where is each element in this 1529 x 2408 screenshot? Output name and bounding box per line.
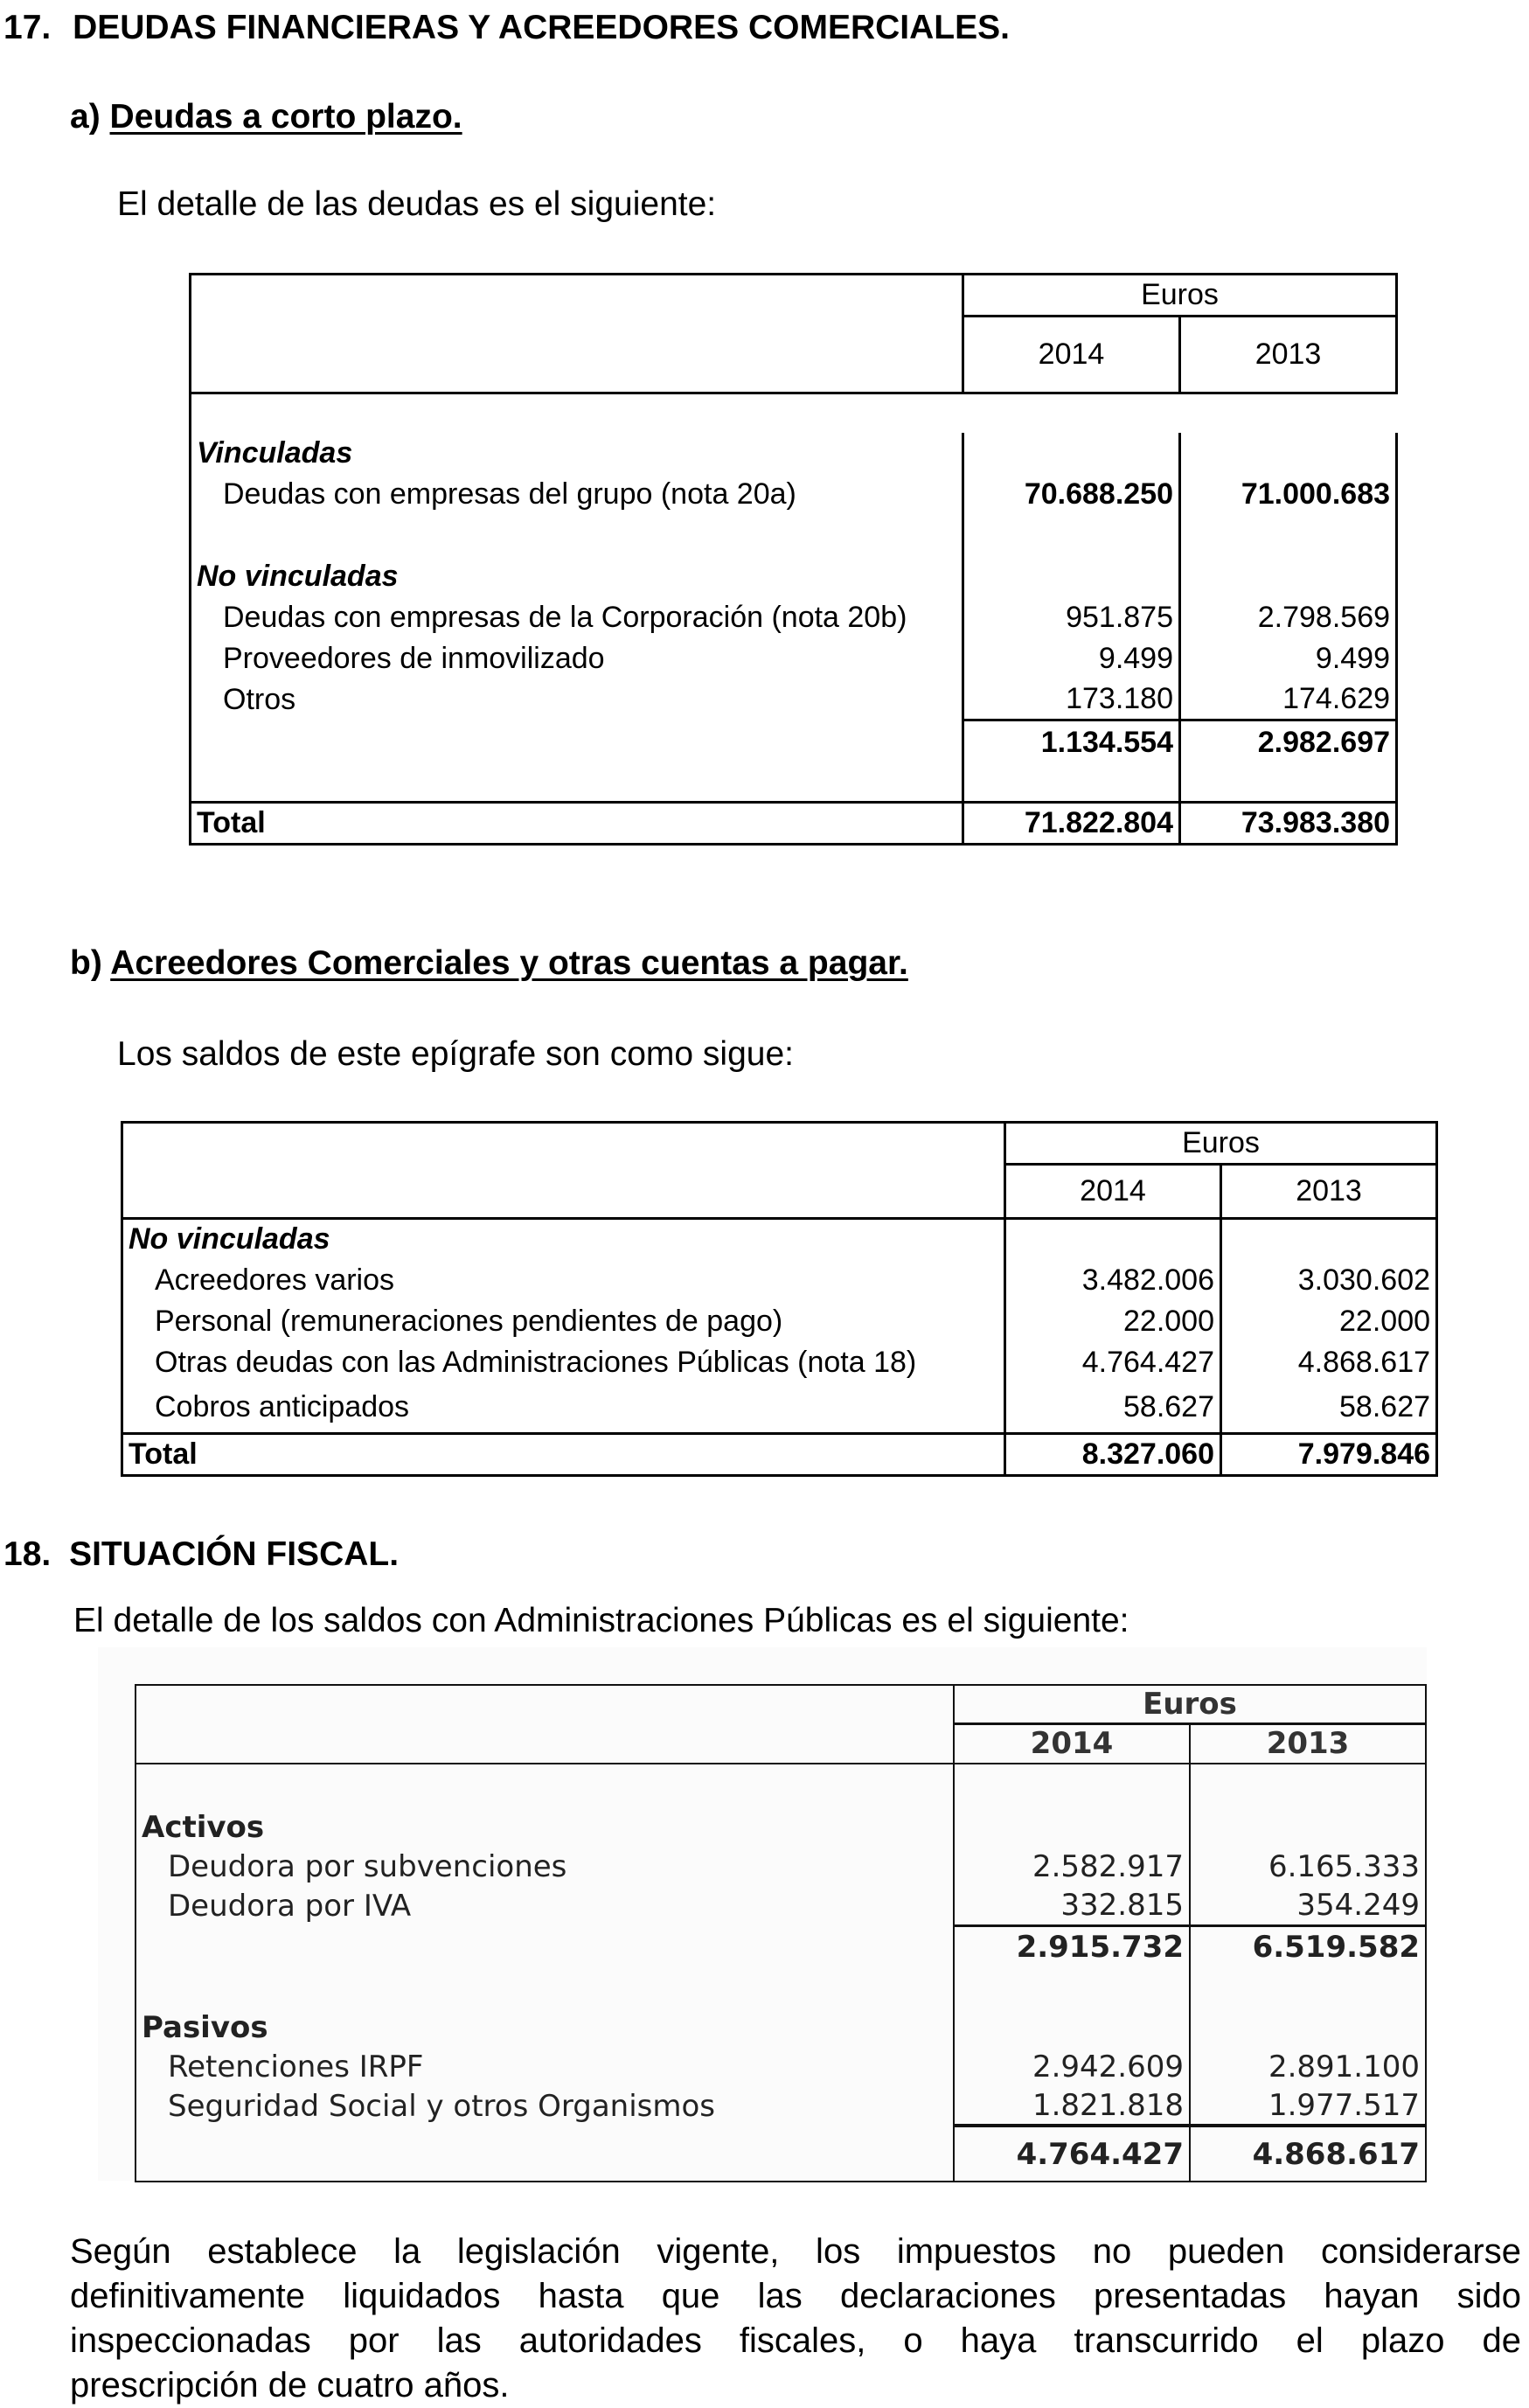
subtotal-blank — [136, 1925, 954, 1967]
subsection-a-heading — [70, 98, 462, 136]
value-2014: 173.180 — [963, 679, 1180, 720]
year-header-2013: 2013 — [1190, 1723, 1426, 1764]
subsection-a-title: Deudas a corto plazo. — [109, 98, 462, 136]
subtotal-blank — [191, 720, 963, 764]
subsection-a-intro: El detalle de las deudas es el siguiente: — [117, 185, 717, 223]
currency-header: Euros — [963, 275, 1397, 317]
subtotal-2013: 4.868.617 — [1190, 2126, 1426, 2182]
row-label: Personal (remuneraciones pendientes de pago) — [122, 1301, 1005, 1342]
group-label-activos: Activos — [136, 1807, 954, 1847]
section-17-number: 17. — [3, 9, 52, 46]
value-2013: 2.891.100 — [1190, 2047, 1426, 2086]
value-2014: 4.764.427 — [1005, 1342, 1221, 1383]
subtotal-2013: 6.519.582 — [1190, 1925, 1426, 1967]
value-2013: 71.000.683 — [1180, 474, 1397, 515]
subsection-b-label: b) — [70, 944, 102, 982]
value-2014: 58.627 — [1005, 1383, 1221, 1434]
row-label: Deudas con empresas de la Corporación (nota 20b) — [191, 597, 963, 638]
year-header-2013: 2013 — [1180, 317, 1397, 393]
header-blank-cell — [191, 317, 963, 393]
row-label: Proveedores de inmovilizado — [191, 638, 963, 679]
value-2014: 3.482.006 — [1005, 1260, 1221, 1301]
header-blank-cell — [191, 275, 963, 317]
subtotal-2014: 4.764.427 — [954, 2126, 1190, 2182]
header-blank-cell — [122, 1123, 1005, 1165]
subsection-a-label: a) — [70, 98, 101, 136]
total-2013: 73.983.380 — [1180, 803, 1397, 845]
row-label: Deudas con empresas del grupo (nota 20a) — [191, 474, 963, 515]
subtotal-2014: 1.134.554 — [963, 720, 1180, 764]
subsection-b-intro: Los saldos de este epígrafe son como sigue: — [117, 1035, 794, 1073]
value-2014: 332.815 — [954, 1886, 1190, 1925]
paragraph-line: prescripción de cuatro años. — [70, 2366, 510, 2405]
year-header-2014: 2014 — [1005, 1165, 1221, 1219]
value-2013: 354.249 — [1190, 1886, 1426, 1925]
row-label: Otros — [191, 679, 963, 720]
row-label: Deudora por IVA — [136, 1886, 954, 1925]
debts-short-term-table — [189, 273, 1398, 846]
value-2014: 9.499 — [963, 638, 1180, 679]
paragraph-line: inspeccionadas por las autoridades fiscales, o haya transcurrido el plazo de — [70, 2321, 1521, 2360]
value-2013: 1.977.517 — [1190, 2086, 1426, 2126]
total-2013: 7.979.846 — [1221, 1434, 1437, 1476]
total-2014: 71.822.804 — [963, 803, 1180, 845]
subtotal-2013: 2.982.697 — [1180, 720, 1397, 764]
value-2013: 9.499 — [1180, 638, 1397, 679]
paragraph-line: definitivamente liquidados hasta que las declaraciones presentadas hayan sido — [70, 2277, 1521, 2315]
value-2013: 174.629 — [1180, 679, 1397, 720]
total-label: Total — [191, 803, 963, 845]
currency-header: Euros — [954, 1685, 1426, 1723]
value-2014: 2.582.917 — [954, 1847, 1190, 1886]
value-2013: 3.030.602 — [1221, 1260, 1437, 1301]
row-label: Seguridad Social y otros Organismos — [136, 2086, 954, 2126]
group-label-no-vinculadas: No vinculadas — [191, 556, 963, 597]
value-2014: 951.875 — [963, 597, 1180, 638]
value-2014: 70.688.250 — [963, 474, 1180, 515]
section-18-intro: El detalle de los saldos con Administraciones Públicas es el siguiente: — [73, 1602, 1129, 1639]
header-blank-cell — [136, 1685, 954, 1723]
fiscal-balances-table — [135, 1684, 1427, 2182]
row-label: Deudora por subvenciones — [136, 1847, 954, 1886]
total-2014: 8.327.060 — [1005, 1434, 1221, 1476]
trade-creditors-table — [121, 1121, 1438, 1477]
row-label: Retenciones IRPF — [136, 2047, 954, 2086]
value-2013: 6.165.333 — [1190, 1847, 1426, 1886]
group-label-no-vinculadas: No vinculadas — [122, 1219, 1005, 1260]
paragraph-line: Según establece la legislación vigente, los impuestos no pueden considerarse — [70, 2232, 1521, 2271]
subtotal-2014: 2.915.732 — [954, 1925, 1190, 1967]
row-label: Otras deudas con las Administraciones Públicas (nota 18) — [122, 1342, 1005, 1383]
section-18-title: SITUACIÓN FISCAL. — [69, 1535, 400, 1573]
row-label: Cobros anticipados — [122, 1383, 1005, 1434]
group-label-pasivos: Pasivos — [136, 2008, 954, 2047]
year-header-2014: 2014 — [954, 1723, 1190, 1764]
section-18-number: 18. — [3, 1535, 52, 1573]
fiscal-paragraph — [70, 2230, 1521, 2408]
section-17-heading — [3, 9, 1010, 47]
section-17-title: DEUDAS FINANCIERAS Y ACREEDORES COMERCIALES. — [73, 9, 1010, 46]
value-2014: 22.000 — [1005, 1301, 1221, 1342]
value-2013: 4.868.617 — [1221, 1342, 1437, 1383]
value-2013: 2.798.569 — [1180, 597, 1397, 638]
currency-header: Euros — [1005, 1123, 1437, 1165]
group-label-vinculadas: Vinculadas — [191, 433, 963, 474]
value-2014: 1.821.818 — [954, 2086, 1190, 2126]
row-label: Acreedores varios — [122, 1260, 1005, 1301]
subtotal-blank — [136, 2126, 954, 2182]
subsection-b-title: Acreedores Comerciales y otras cuentas a pagar. — [110, 944, 908, 982]
value-2013: 58.627 — [1221, 1383, 1437, 1434]
year-header-2013: 2013 — [1221, 1165, 1437, 1219]
header-blank-cell — [136, 1723, 954, 1764]
subsection-b-heading — [70, 944, 908, 983]
year-header-2014: 2014 — [963, 317, 1180, 393]
section-18-heading — [3, 1535, 399, 1574]
header-blank-cell — [122, 1165, 1005, 1219]
value-2014: 2.942.609 — [954, 2047, 1190, 2086]
value-2013: 22.000 — [1221, 1301, 1437, 1342]
total-label: Total — [122, 1434, 1005, 1476]
